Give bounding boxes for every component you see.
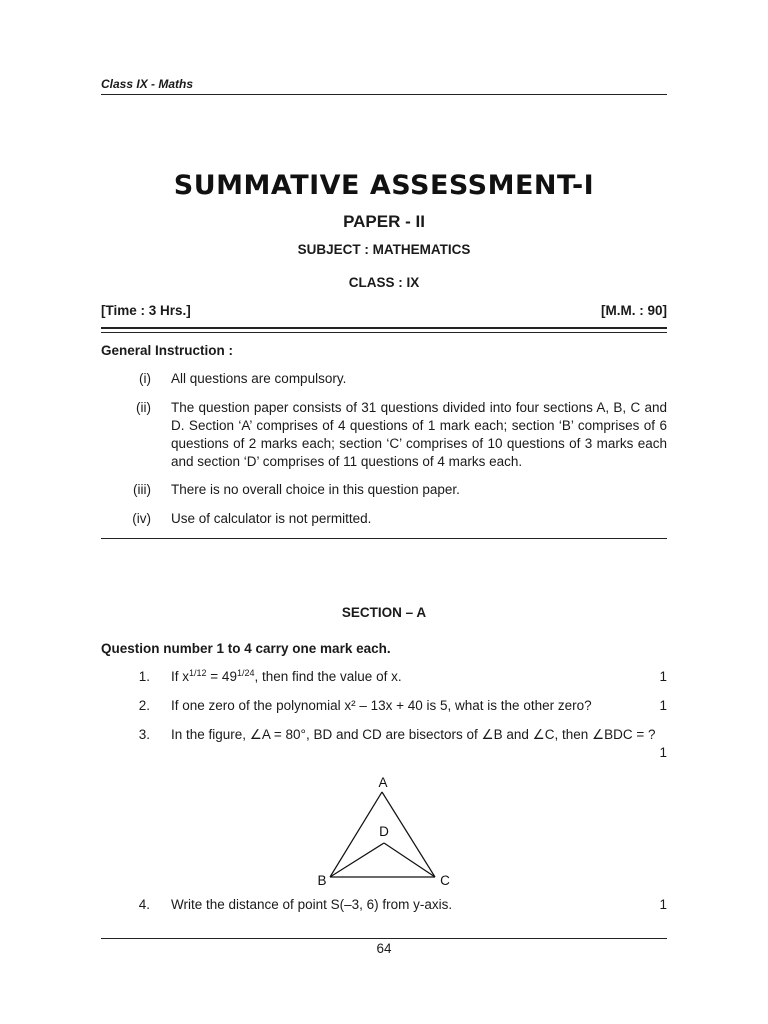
page-number: 64 bbox=[376, 941, 392, 956]
side-ac bbox=[382, 792, 435, 877]
question-marks: 1 bbox=[659, 669, 667, 684]
question-item bbox=[101, 726, 667, 762]
question-text: If $x^{1/12} = 49^{1/24}$, then find the value of x. bbox=[171, 668, 402, 684]
instruction-number: (iv) bbox=[132, 511, 151, 526]
question-marks: 1 bbox=[659, 897, 667, 912]
question-marks: 1 bbox=[659, 698, 667, 713]
question-number: 1. bbox=[138, 669, 150, 684]
paper-label: PAPER - II bbox=[343, 212, 425, 231]
instruction-text: All questions are compulsory. bbox=[171, 371, 347, 386]
instruction-number: (i) bbox=[139, 371, 151, 386]
vertex-label-a: A bbox=[378, 775, 388, 790]
instruction-number: (ii) bbox=[136, 400, 151, 415]
section-heading: Question number 1 to 4 carry one mark each. bbox=[101, 641, 391, 656]
page-title: SUMMATIVE ASSESSMENT-I bbox=[173, 170, 595, 201]
vertex-label-c: C bbox=[440, 873, 450, 888]
triangle-figure bbox=[300, 770, 470, 892]
double-rule-top bbox=[101, 327, 667, 329]
double-rule-bottom bbox=[101, 332, 667, 333]
footer-divider bbox=[101, 938, 667, 939]
question-text: Write the distance of point S(–3, 6) from y-axis. bbox=[171, 897, 453, 912]
class-label: CLASS : IX bbox=[348, 275, 420, 290]
side-ab bbox=[330, 792, 382, 877]
instructions-divider bbox=[101, 538, 667, 539]
time-allowed: [Time : 3 Hrs.] bbox=[101, 303, 191, 318]
question-text: If one zero of the polynomial x² – 13x + 40 is 5, what is the other zero? bbox=[171, 698, 592, 713]
subject-label: SUBJECT : MATHEMATICS bbox=[297, 242, 471, 257]
bisector-cd bbox=[384, 843, 435, 877]
bisector-bd bbox=[330, 843, 384, 877]
question-text: In the figure, ∠A = 80°, BD and CD are bisectors of ∠B and ∠C, then ∠BDC = ? bbox=[171, 727, 656, 742]
instruction-number: (iii) bbox=[133, 482, 151, 497]
question-number: 2. bbox=[138, 698, 150, 713]
instruction-text: Use of calculator is not permitted. bbox=[171, 511, 372, 526]
instruction-text: There is no overall choice in this question paper. bbox=[171, 482, 460, 497]
instruction-text: The question paper consists of 31 questions divided into four sections A, B, C and D. Section ‘A’ comprises of 4 questions of 1 mark each; section ‘B’ comprises of 6 questions of 2 marks each; section ‘C’ comprises of 10 questions of 3 marks each and section ‘D’ comprises of 11 questions of 4 marks each. bbox=[171, 400, 667, 469]
header-divider bbox=[101, 94, 667, 95]
running-head: Class IX - Maths bbox=[101, 77, 194, 91]
question-number: 3. bbox=[138, 727, 150, 742]
vertex-label-b: B bbox=[317, 873, 327, 888]
vertex-label-d: D bbox=[379, 824, 389, 839]
maximum-marks: [M.M. : 90] bbox=[601, 303, 667, 318]
section-title: SECTION – A bbox=[341, 605, 427, 620]
question-number: 4. bbox=[138, 897, 150, 912]
question-marks: 1 bbox=[659, 745, 667, 760]
general-instruction-heading: General Instruction : bbox=[101, 343, 234, 358]
